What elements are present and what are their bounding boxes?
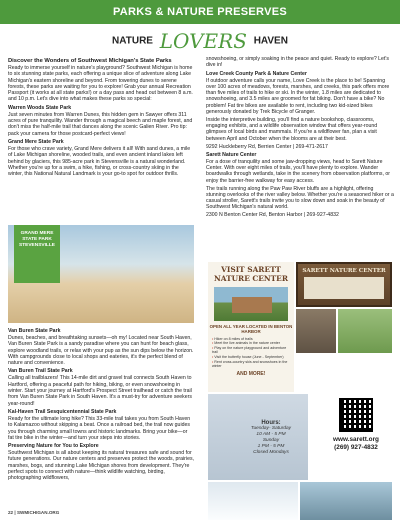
hours-line: 1 PM - 5 PM bbox=[257, 444, 285, 449]
ad-bullets bbox=[212, 337, 290, 369]
hours-block bbox=[236, 420, 306, 480]
ad-bullet: • Play on the nature playground and adventure trail bbox=[212, 346, 290, 355]
vanburen-heading: Van Buren State Park bbox=[8, 328, 61, 334]
ad-title: VISIT SARETT NATURE CENTER bbox=[214, 265, 288, 283]
intro-text: Ready to immerse yourself in nature's playground? Southwest Michigan is home to six stunning state parks, each offering a unique slice of adventure along Lake Michigan's eastern shoreline and beyond. From towering dunes to serene forests, these parks are waiting for you to explore! Grab your annual Recreation Passport (it works at all state parks!) or a day pass and head out between 8 a.m. and 10 p.m. Let's dive into what makes these parks so special: bbox=[8, 65, 193, 103]
page-footer: 22 | SWMICHIGAN.ORG bbox=[8, 510, 60, 515]
phone-number: (269) 927-4832 bbox=[334, 444, 378, 451]
section-banner: PARKS & NATURE PRESERVES bbox=[0, 0, 400, 24]
intro-heading: Discover the Wonders of Southwest Michigan's State Parks bbox=[8, 58, 172, 64]
left-column-top bbox=[8, 56, 194, 179]
ad-bullet: • Meet the live animals in the nature center bbox=[212, 341, 290, 346]
ad-bullet: • Hiker on 8 miles of trails bbox=[212, 337, 290, 342]
ad-more: AND MORE! bbox=[236, 370, 266, 377]
preserve-heading: Preserving Nature for You to Explore bbox=[8, 443, 99, 450]
hours-line: Tuesday- Saturday bbox=[250, 426, 292, 431]
contact-block bbox=[318, 394, 394, 480]
park-badge: GRAND MERE STATE PARK STEVENSVILLE bbox=[14, 225, 60, 283]
sign-text: SARETT NATURE CENTER bbox=[302, 268, 386, 274]
snowshoe-photo bbox=[208, 482, 298, 520]
love-text: If outdoor adventure calls your name, Love Creek is the place to be! Spanning over 100 acres of meadows, forests, marshes, and creeks, this park offers more than five miles of trails to hike or ski. In the winter, 1.8 miles are dedicated to snowshoeing, and 3.5 miles are groomed for fat biking. Don't have a bike? No problem! Fat tire bikes are available to rent, including two kid-sized bikes generously donated by Trek Bicycle of Granger. bbox=[206, 77, 390, 116]
warren-text: Just seven minutes from Warren Dunes, this hidden gem in Sawyer offers 311 acres of pure tranquility. Wander through a magical beech and maple forest, and don't miss the half-mile trail that dances along the scenic Galien River. Pro tip: pack your camera for those postcard-perfect views! bbox=[8, 111, 193, 137]
mere-heading: Grand Mere State Park bbox=[8, 138, 64, 145]
qr-code-icon[interactable] bbox=[339, 398, 373, 432]
sarett-sign-photo bbox=[296, 262, 392, 307]
sarett-address: 2300 N Benton Center Rd, Benton Harbor | 269-927-4832 bbox=[206, 212, 339, 219]
kal-heading: Kal-Haven Trail Sesquicentennial State Park bbox=[8, 408, 117, 415]
grand-mere-photo bbox=[8, 225, 194, 323]
love-heading: Love Creek County Park & Nature Center bbox=[206, 70, 307, 77]
page-title bbox=[0, 27, 400, 55]
kal-text: Ready for the ultimate long hike? This 33-mile trail takes you from South Haven to Kalamazoo without skipping a beat. Once a railroad bed, the trail now guides you through charming small towns and historic landmarks. Bring your bike—or fat tire bike in the winter—and turn your steps into stories. bbox=[8, 415, 191, 441]
owl-photo bbox=[296, 309, 336, 353]
title-left: NATURE bbox=[112, 35, 153, 47]
hours-line: Closed Mondays bbox=[253, 450, 289, 455]
mere-text: For those who crave variety, Grand Mere delivers it all! With sand dunes, a mile of Lake Michigan shoreline, wooded trails, and even ancient inland lakes left behind by glaciers, this 985-acre park in Stevensville is a natural wonderland. Whether you're up for a swim, a hike, fishing, or cross-country skiing in the winter, this National Natural Landmark is your go-to spot for outdoor thrills. bbox=[8, 145, 191, 178]
hours-line: Sunday bbox=[262, 438, 280, 443]
warren-heading: Warren Woods State Park bbox=[8, 104, 72, 111]
sarett-text: For a dose of tranquility and some jaw-dropping views, head to Sarett Nature Center. With over eight miles of trails, you'll have plenty to explore. Wander boardwalks through wetlands, take in the scenery from observation platforms, or enjoy the barrier-free walkway for easy access. bbox=[206, 158, 390, 184]
building-photo bbox=[214, 287, 288, 321]
trail-text: Calling all trailblazers! This 14-mile dirt and gravel trail connects South Haven to Hartford, offering a peaceful path for hiking, biking, or even snowshoeing in winter. Start your journey at Hartford's Prospect Street trailhead or catch the trail from Van Buren State Park in South Haven. It's a must-try for adventure seekers year-round! bbox=[8, 375, 192, 407]
cont-text: snowshoeing, or simply soaking in the peace and quiet. Ready to explore? Let's dive in! bbox=[206, 56, 389, 69]
love-text-2: Inside the interpretive building, you'll find a nature bookshop, classrooms, engaging exhibits, and a wildlife observation window that offers year-round glimpses of local birds and mammals. If you're a wildflower fan, plan a visit between April and October when the blooms are at their best. bbox=[206, 116, 378, 142]
ad-open: OPEN ALL YEAR LOCATED IN BENTON HARBOR bbox=[209, 324, 293, 335]
hours-title: Hours: bbox=[261, 420, 281, 426]
hours-line: 10 AM - 5 PM bbox=[256, 432, 286, 437]
sarett-text-2: The trails running along the Paw Paw River bluffs are a highlight, offering stunning overlooks of the river valley below. Whether you're a seasoned hiker or a casual stroller, Sarett's trails invite you to slow down and soak in the beauty of Southwest Michigan's natural world. bbox=[206, 185, 394, 211]
website-link[interactable]: www.sarett.org bbox=[333, 436, 379, 443]
right-column bbox=[206, 56, 394, 220]
trail-heading: Van Buren Trail State Park bbox=[8, 368, 73, 375]
ad-bullet: • Rent cross-country skis and snowshoes in the winter bbox=[212, 360, 290, 369]
visit-sarett-ad bbox=[208, 262, 294, 392]
preserve-text: Southwest Michigan is all about keeping its natural treasures safe and sound for future generations. Our nature centers and preserves protect the woods, prairies, marshes, bogs, and stunning Lake Michigan shores from development. They're perfect spots to connect with nature—think wildlife watching, birding, photographing wildflowers, bbox=[8, 450, 194, 482]
love-address: 9292 Huckleberry Rd, Berrien Center | 269-471-2617 bbox=[206, 143, 328, 150]
vanburen-text: Dunes, beaches, and breathtaking sunsets—oh my! Located near South Haven, Van Buren State Park is a sandy paradise where you can hunt for beach glass, explore woodland trails, or relax with your pup as the sun dips below the horizon. With campgrounds close to local shops and eateries, it's the perfect blend of nature and convenience. bbox=[8, 335, 194, 367]
title-right: HAVEN bbox=[253, 35, 288, 47]
birds-photo bbox=[300, 482, 392, 520]
sarett-heading: Sarett Nature Center bbox=[206, 151, 257, 158]
ad-bullet: • Visit the butterfly house (June - September) bbox=[212, 355, 290, 360]
kids-photo bbox=[338, 309, 392, 353]
title-script: LOVERS bbox=[159, 29, 247, 53]
left-column-bottom bbox=[8, 326, 194, 483]
